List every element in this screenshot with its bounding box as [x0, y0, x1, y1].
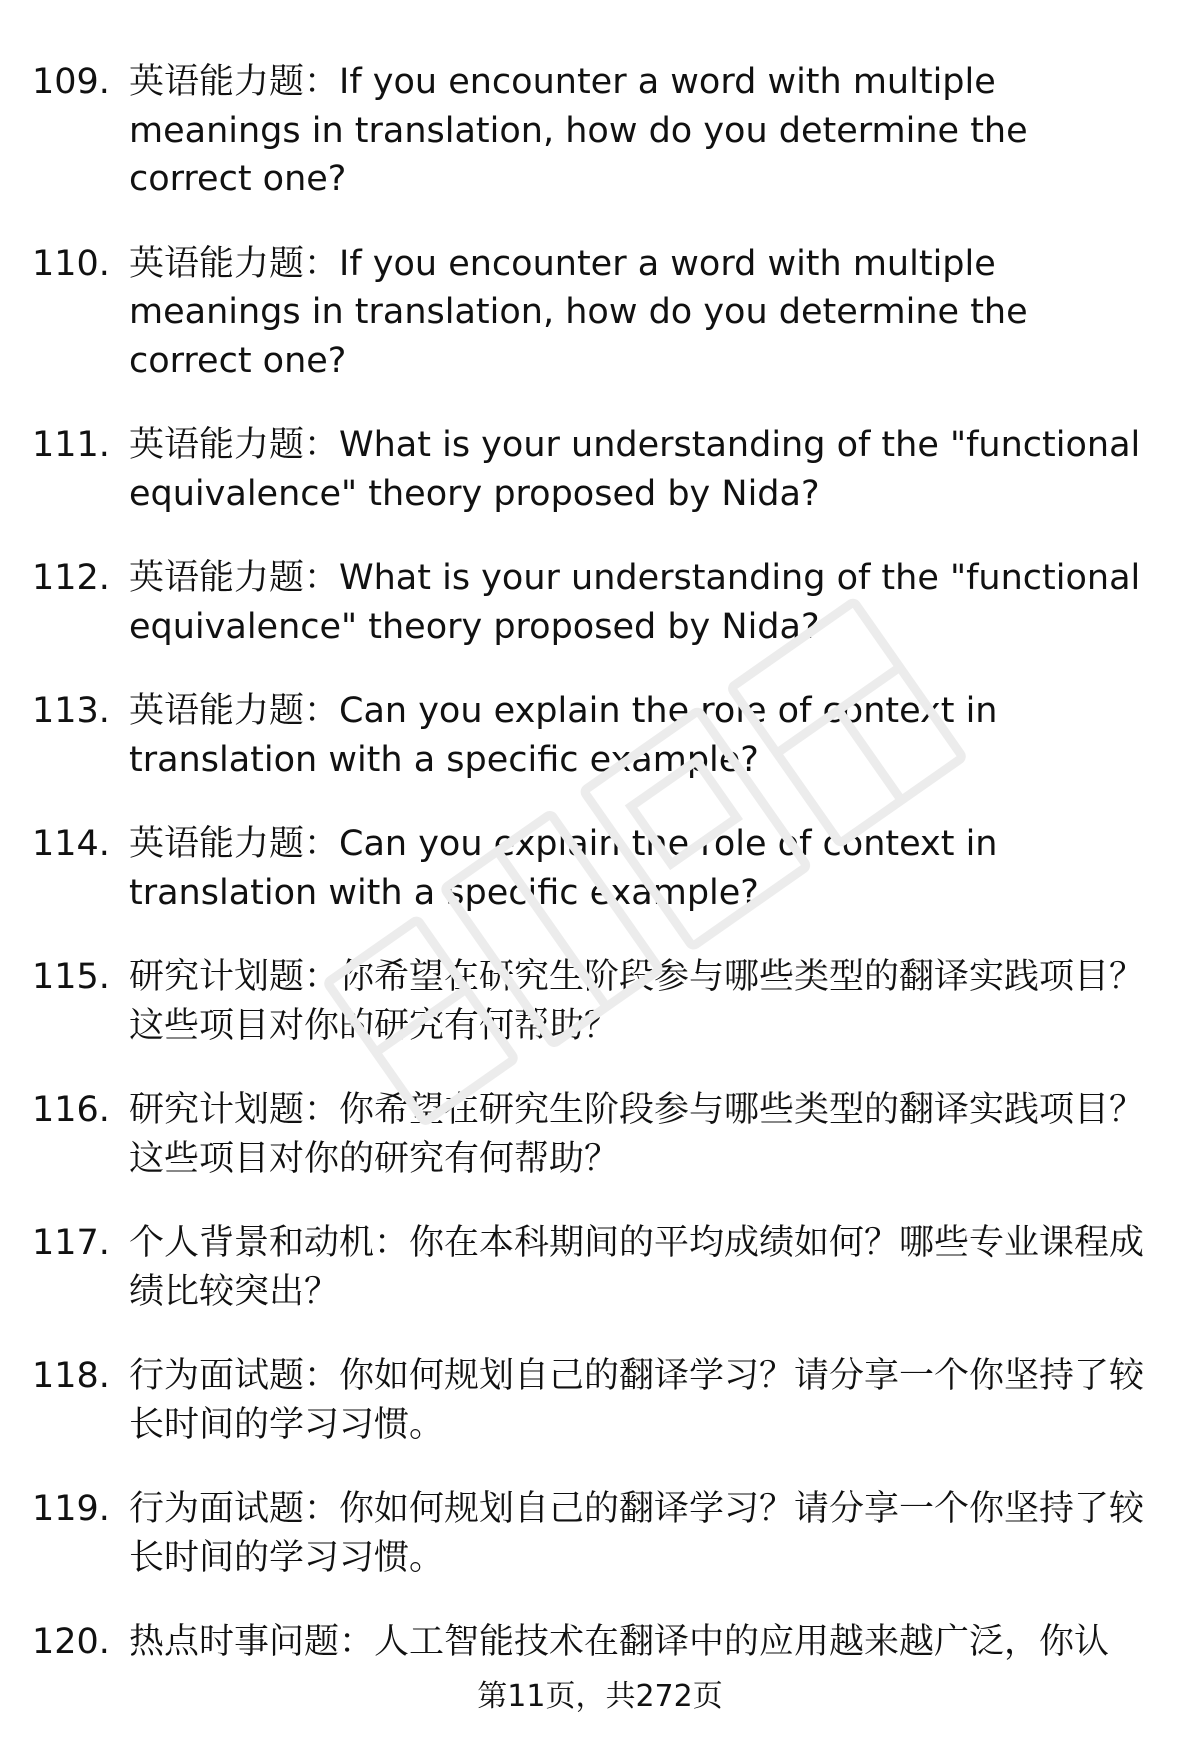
question-item [0, 58, 1200, 204]
question-number: 113. [32, 691, 110, 731]
question-text: What is your understanding of the "functional equivalence" theory proposed by Nida? [129, 425, 1141, 514]
question-number: 120. [32, 1622, 110, 1662]
question-category: 英语能力题： [129, 425, 340, 465]
question-category: 英语能力题： [129, 558, 340, 598]
question-body [129, 1485, 1156, 1582]
question-item [0, 1352, 1200, 1449]
question-text: 你在本科期间的平均成绩如何？哪些专业课程成绩比较突出？ [129, 1223, 1145, 1312]
question-body [129, 240, 1156, 386]
question-category: 英语能力题： [129, 824, 340, 864]
question-item [0, 554, 1200, 651]
question-item [0, 820, 1200, 917]
question-category: 英语能力题： [129, 691, 340, 731]
question-body [129, 1352, 1156, 1449]
question-item [0, 687, 1200, 784]
question-text: 你希望在研究生阶段参与哪些类型的翻译实践项目？这些项目对你的研究有何帮助？ [129, 1090, 1145, 1179]
question-number: 109. [32, 62, 110, 102]
question-number: 119. [32, 1489, 110, 1529]
question-item [0, 421, 1200, 518]
question-text: 人工智能技术在翻译中的应用越来越广泛，你认 [374, 1622, 1110, 1662]
question-body [129, 421, 1156, 518]
question-number: 115. [32, 957, 110, 997]
question-text: Can you explain the role of context in translation with a specific example? [129, 691, 998, 780]
question-category: 行为面试题： [129, 1489, 340, 1529]
page-footer: 第11页，共272页 [477, 1679, 723, 1714]
question-number: 111. [32, 425, 110, 465]
question-number: 110. [32, 243, 110, 284]
question-body [129, 1086, 1156, 1183]
question-body [129, 687, 1156, 784]
question-body [129, 1219, 1156, 1316]
question-category: 研究计划题： [129, 957, 340, 997]
question-number: 112. [32, 558, 110, 598]
question-body [129, 554, 1156, 651]
question-item [0, 1485, 1200, 1582]
question-number: 117. [32, 1223, 110, 1263]
question-body [129, 820, 1156, 917]
question-text: What is your understanding of the "functional equivalence" theory proposed by Nida? [129, 558, 1141, 647]
question-category: 个人背景和动机： [129, 1223, 410, 1263]
question-text: If you encounter a word with multiple meanings in translation, how do you determine the correct one? [129, 62, 1028, 199]
question-text: 你如何规划自己的翻译学习？请分享一个你坚持了较长时间的学习习惯。 [129, 1356, 1145, 1445]
question-category: 英语能力题： [129, 243, 340, 284]
question-number: 118. [32, 1356, 110, 1396]
question-number: 114. [32, 824, 110, 864]
question-category: 研究计划题： [129, 1090, 340, 1130]
question-text: 你如何规划自己的翻译学习？请分享一个你坚持了较长时间的学习习惯。 [129, 1489, 1145, 1578]
question-list [0, 58, 1200, 1703]
question-category: 热点时事问题： [129, 1622, 375, 1662]
question-body [129, 1618, 1156, 1667]
question-category: 行为面试题： [129, 1356, 340, 1396]
question-text: If you encounter a word with multiple meanings in translation, how do you determine the correct one? [129, 243, 1028, 381]
question-text: 你希望在研究生阶段参与哪些类型的翻译实践项目？这些项目对你的研究有何帮助？ [129, 957, 1145, 1046]
question-item [0, 240, 1200, 386]
question-item [0, 1086, 1200, 1183]
question-item [0, 1219, 1200, 1316]
question-item [0, 953, 1200, 1050]
question-category: 英语能力题： [129, 62, 340, 102]
question-body [129, 953, 1156, 1050]
question-body [129, 58, 1156, 204]
question-text: Can you explain the role of context in translation with a specific example? [129, 824, 998, 913]
question-item [0, 1618, 1200, 1667]
question-number: 116. [32, 1090, 110, 1130]
